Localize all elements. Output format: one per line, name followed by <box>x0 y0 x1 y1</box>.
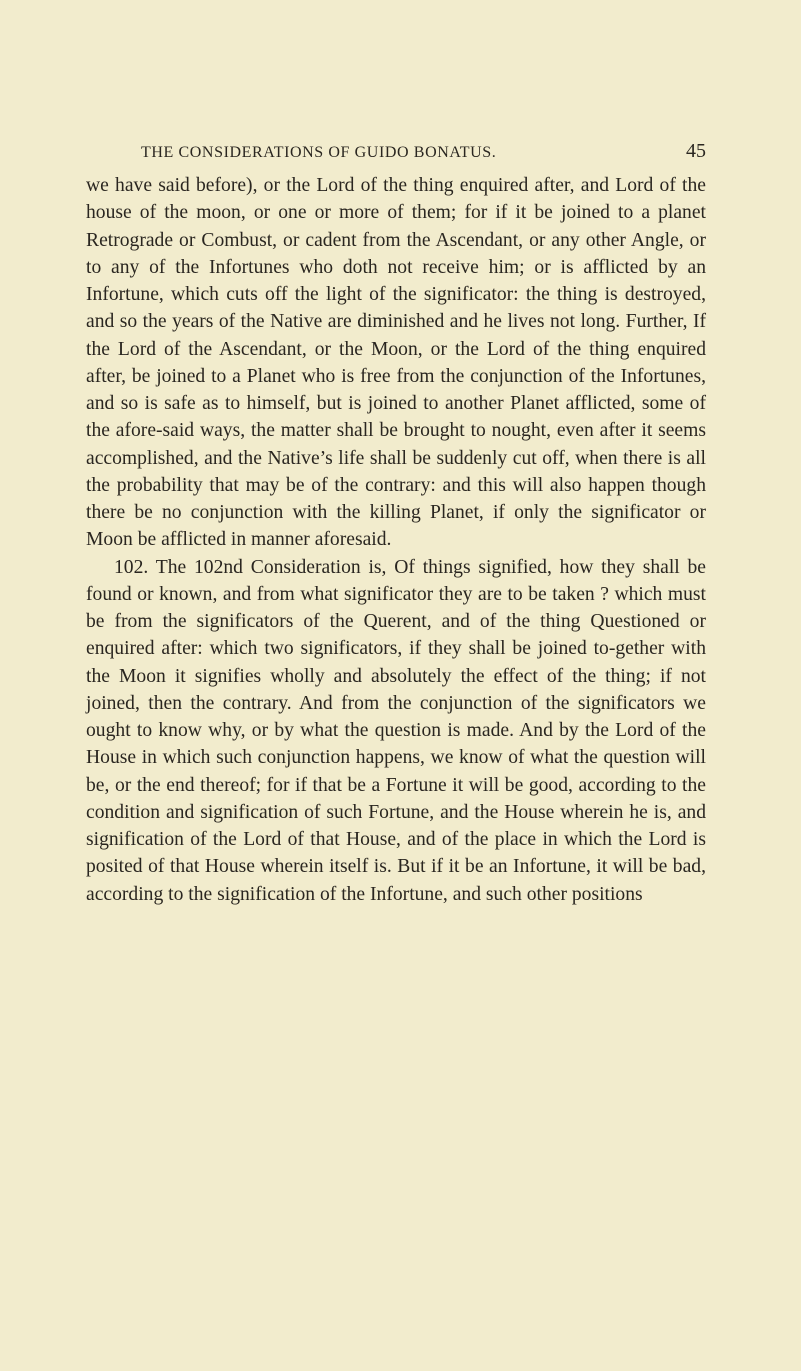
paragraph-continuation: we have said before), or the Lord of the thing enquired after, and Lord of the house of the moon, or one or more of them; for if it be joined to a planet Retrograde or Combust, or cadent from the Ascendant, or any other Angle, or to any of the Infortunes who doth not receive him; or is afflicted by an Infortune, which cuts off the light of the significator: the thing is destroyed, and so the years of the Native are diminished and he lives not long. Further, If the Lord of the Ascendant, or the Moon, or the Lord of the thing enquired after, be joined to a Planet who is free from the conjunction of the Infortunes, and so is safe as to himself, but is joined to another Planet afflicted, some of the afore-said ways, the matter shall be brought to nought, even after it seems accomplished, and the Native’s life shall be suddenly cut off, when there is all the probability that may be of the contrary: and this will also happen though there be no conjunction with the killing Planet, if only the significator or Moon be afflicted in manner aforesaid. <box>86 175 706 551</box>
body-text <box>86 172 706 908</box>
running-title: THE CONSIDERATIONS OF GUIDO BONATUS. <box>141 144 497 161</box>
paragraph-consideration-102: 102. The 102nd Consideration is, Of things signified, how they shall be found or known, and from what significator they are to be taken ? which must be from the significators of the Querent, and of the thing Questioned or enquired after: which two significators, if they shall be joined to-gether with the Moon it signifies wholly and absolutely the effect of the thing; if not joined, then the contrary. And from the conjunction of the significators we ought to know why, or by what the question is made. And by the Lord of the House in which such conjunction happens, we know of what the question will be, or the end thereof; for if that be a Fortune it will be good, according to the condition and signification of such Fortune, and the House wherein he is, and signification of the Lord of that House, and of the place in which the Lord is posited of that House wherein itself is. But if it be an Infortune, it will be bad, according to the signification of the Infortune, and such other positions <box>86 556 706 905</box>
page-number: 45 <box>686 140 706 162</box>
running-head <box>86 140 706 174</box>
